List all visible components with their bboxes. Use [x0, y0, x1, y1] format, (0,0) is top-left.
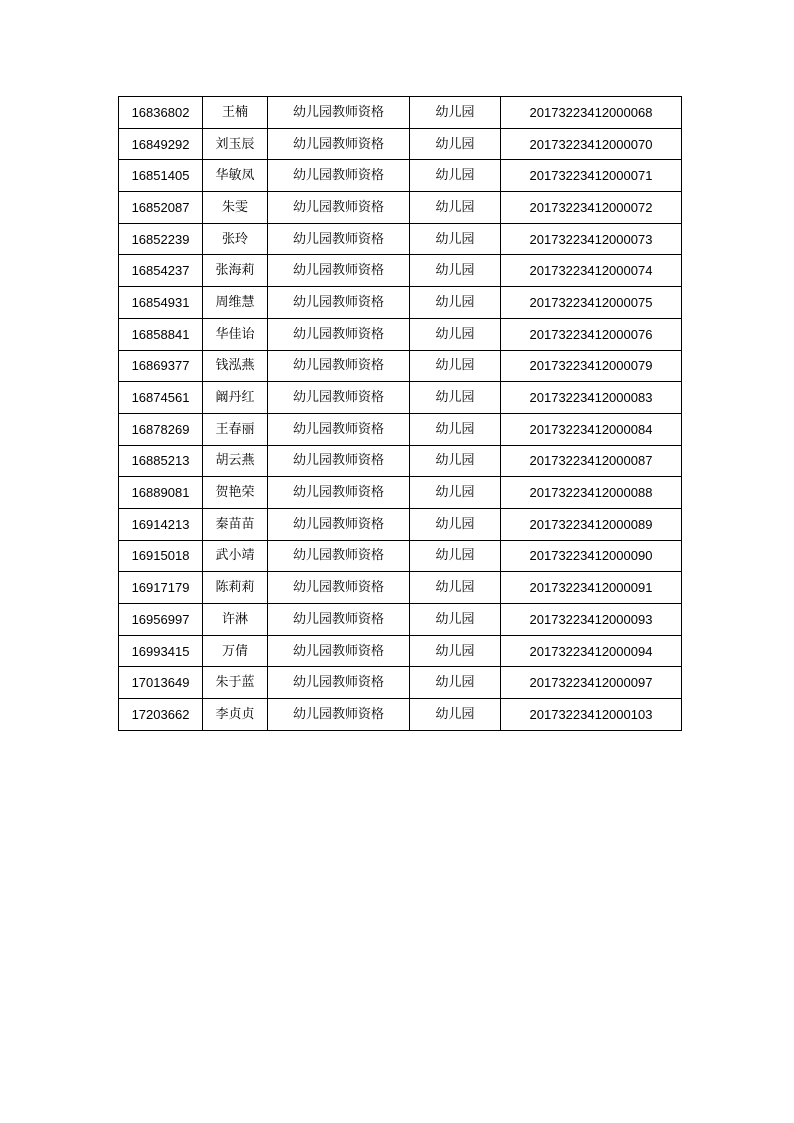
- cell-subject: 幼儿园: [410, 477, 501, 509]
- cell-certificate-type: 幼儿园教师资格: [268, 604, 410, 636]
- cell-certificate-number: 20173223412000087: [501, 445, 682, 477]
- cell-certificate-type: 幼儿园教师资格: [268, 128, 410, 160]
- records-table-body: [119, 97, 682, 731]
- cell-name: 许淋: [203, 604, 268, 636]
- cell-certificate-number: 20173223412000072: [501, 192, 682, 224]
- cell-subject: 幼儿园: [410, 382, 501, 414]
- table-row: [119, 413, 682, 445]
- cell-name: 华佳诒: [203, 318, 268, 350]
- cell-name: 张海莉: [203, 255, 268, 287]
- cell-name: 王春丽: [203, 413, 268, 445]
- table-row: [119, 350, 682, 382]
- table-row: [119, 572, 682, 604]
- cell-certificate-type: 幼儿园教师资格: [268, 635, 410, 667]
- cell-certificate-number: 20173223412000076: [501, 318, 682, 350]
- table-row: [119, 160, 682, 192]
- cell-certificate-type: 幼儿园教师资格: [268, 223, 410, 255]
- table-row: [119, 128, 682, 160]
- cell-name: 李贞贞: [203, 699, 268, 731]
- cell-name: 阚丹红: [203, 382, 268, 414]
- cell-certificate-number: 20173223412000091: [501, 572, 682, 604]
- cell-name: 胡云燕: [203, 445, 268, 477]
- cell-certificate-type: 幼儿园教师资格: [268, 350, 410, 382]
- cell-candidate-id: 16917179: [119, 572, 203, 604]
- cell-candidate-id: 16858841: [119, 318, 203, 350]
- cell-certificate-type: 幼儿园教师资格: [268, 318, 410, 350]
- cell-certificate-number: 20173223412000083: [501, 382, 682, 414]
- cell-certificate-number: 20173223412000093: [501, 604, 682, 636]
- cell-subject: 幼儿园: [410, 318, 501, 350]
- table-row: [119, 255, 682, 287]
- table-row: [119, 667, 682, 699]
- cell-subject: 幼儿园: [410, 540, 501, 572]
- cell-subject: 幼儿园: [410, 287, 501, 319]
- cell-certificate-type: 幼儿园教师资格: [268, 192, 410, 224]
- table-row: [119, 635, 682, 667]
- cell-subject: 幼儿园: [410, 699, 501, 731]
- cell-candidate-id: 16851405: [119, 160, 203, 192]
- table-row: [119, 382, 682, 414]
- cell-subject: 幼儿园: [410, 445, 501, 477]
- cell-certificate-type: 幼儿园教师资格: [268, 287, 410, 319]
- cell-certificate-type: 幼儿园教师资格: [268, 160, 410, 192]
- cell-candidate-id: 16993415: [119, 635, 203, 667]
- table-row: [119, 318, 682, 350]
- cell-certificate-type: 幼儿园教师资格: [268, 445, 410, 477]
- cell-name: 秦苗苗: [203, 508, 268, 540]
- cell-name: 华敏凤: [203, 160, 268, 192]
- cell-certificate-type: 幼儿园教师资格: [268, 97, 410, 129]
- cell-certificate-number: 20173223412000088: [501, 477, 682, 509]
- cell-subject: 幼儿园: [410, 192, 501, 224]
- cell-certificate-type: 幼儿园教师资格: [268, 508, 410, 540]
- cell-subject: 幼儿园: [410, 160, 501, 192]
- records-table: [118, 96, 682, 731]
- cell-name: 朱雯: [203, 192, 268, 224]
- cell-candidate-id: 17013649: [119, 667, 203, 699]
- cell-candidate-id: 16889081: [119, 477, 203, 509]
- cell-subject: 幼儿园: [410, 128, 501, 160]
- cell-name: 张玲: [203, 223, 268, 255]
- cell-certificate-number: 20173223412000075: [501, 287, 682, 319]
- table-row: [119, 477, 682, 509]
- cell-subject: 幼儿园: [410, 604, 501, 636]
- cell-certificate-number: 20173223412000097: [501, 667, 682, 699]
- cell-name: 王楠: [203, 97, 268, 129]
- cell-certificate-number: 20173223412000073: [501, 223, 682, 255]
- table-row: [119, 604, 682, 636]
- table-row: [119, 540, 682, 572]
- cell-certificate-number: 20173223412000094: [501, 635, 682, 667]
- cell-subject: 幼儿园: [410, 223, 501, 255]
- table-row: [119, 699, 682, 731]
- cell-certificate-number: 20173223412000089: [501, 508, 682, 540]
- cell-certificate-number: 20173223412000071: [501, 160, 682, 192]
- cell-certificate-type: 幼儿园教师资格: [268, 540, 410, 572]
- cell-candidate-id: 16854931: [119, 287, 203, 319]
- cell-name: 钱泓燕: [203, 350, 268, 382]
- table-row: [119, 287, 682, 319]
- cell-certificate-type: 幼儿园教师资格: [268, 382, 410, 414]
- cell-certificate-type: 幼儿园教师资格: [268, 667, 410, 699]
- cell-certificate-number: 20173223412000103: [501, 699, 682, 731]
- cell-candidate-id: 16878269: [119, 413, 203, 445]
- cell-certificate-type: 幼儿园教师资格: [268, 572, 410, 604]
- cell-candidate-id: 16915018: [119, 540, 203, 572]
- cell-certificate-type: 幼儿园教师资格: [268, 699, 410, 731]
- cell-certificate-number: 20173223412000074: [501, 255, 682, 287]
- cell-certificate-number: 20173223412000079: [501, 350, 682, 382]
- cell-certificate-type: 幼儿园教师资格: [268, 413, 410, 445]
- cell-candidate-id: 16874561: [119, 382, 203, 414]
- cell-subject: 幼儿园: [410, 572, 501, 604]
- table-row: [119, 192, 682, 224]
- cell-name: 万倩: [203, 635, 268, 667]
- table-row: [119, 223, 682, 255]
- cell-candidate-id: 16852087: [119, 192, 203, 224]
- cell-name: 贺艳荣: [203, 477, 268, 509]
- cell-name: 陈莉莉: [203, 572, 268, 604]
- cell-candidate-id: 16852239: [119, 223, 203, 255]
- cell-subject: 幼儿园: [410, 635, 501, 667]
- cell-subject: 幼儿园: [410, 413, 501, 445]
- cell-candidate-id: 16914213: [119, 508, 203, 540]
- cell-name: 周维慧: [203, 287, 268, 319]
- cell-name: 刘玉辰: [203, 128, 268, 160]
- cell-certificate-number: 20173223412000090: [501, 540, 682, 572]
- cell-name: 朱于蓝: [203, 667, 268, 699]
- cell-candidate-id: 17203662: [119, 699, 203, 731]
- table-row: [119, 97, 682, 129]
- cell-subject: 幼儿园: [410, 255, 501, 287]
- cell-certificate-type: 幼儿园教师资格: [268, 477, 410, 509]
- cell-subject: 幼儿园: [410, 97, 501, 129]
- cell-candidate-id: 16956997: [119, 604, 203, 636]
- cell-candidate-id: 16885213: [119, 445, 203, 477]
- cell-certificate-number: 20173223412000068: [501, 97, 682, 129]
- cell-subject: 幼儿园: [410, 667, 501, 699]
- cell-subject: 幼儿园: [410, 508, 501, 540]
- table-row: [119, 508, 682, 540]
- cell-certificate-number: 20173223412000084: [501, 413, 682, 445]
- table-row: [119, 445, 682, 477]
- cell-candidate-id: 16854237: [119, 255, 203, 287]
- cell-candidate-id: 16836802: [119, 97, 203, 129]
- cell-candidate-id: 16869377: [119, 350, 203, 382]
- cell-certificate-type: 幼儿园教师资格: [268, 255, 410, 287]
- cell-candidate-id: 16849292: [119, 128, 203, 160]
- cell-subject: 幼儿园: [410, 350, 501, 382]
- cell-certificate-number: 20173223412000070: [501, 128, 682, 160]
- cell-name: 武小靖: [203, 540, 268, 572]
